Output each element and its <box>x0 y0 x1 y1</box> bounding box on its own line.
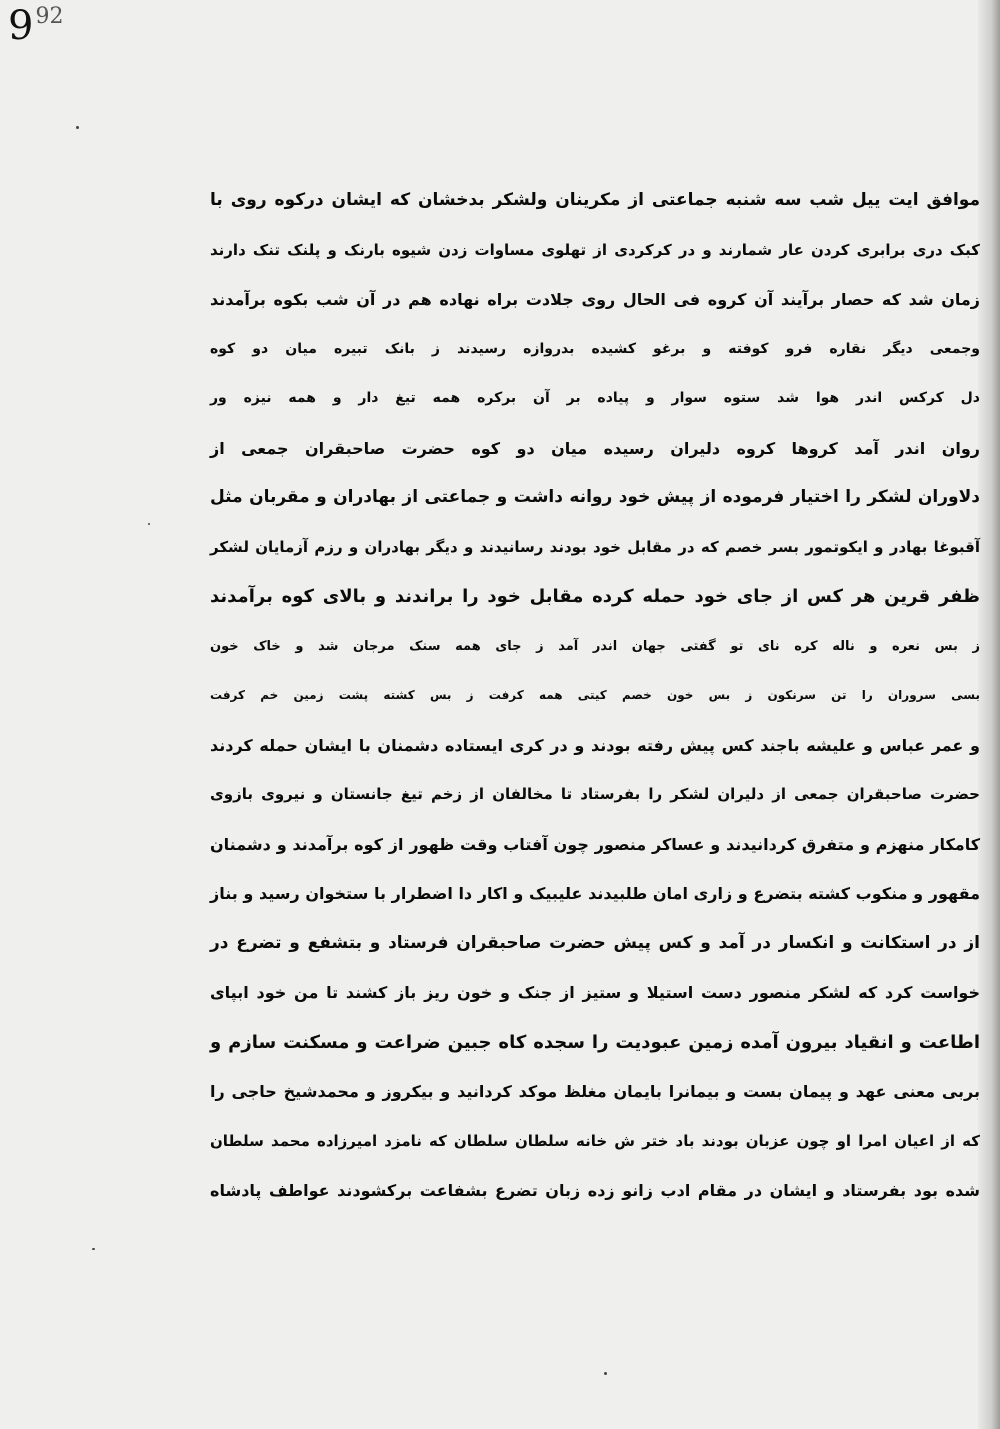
text-line: که از اعیان امرا او چون عزبان بودند باد ختر ش خانه سلطان سلطان که نامزد امیرزاده محمد سلطان <box>210 1131 980 1150</box>
text-line: شده بود بفرستاد و ایشان در مقام ادب زانو زده زبان تضرع بشفاعت برکشودند عواطف پادشاه <box>210 1181 980 1200</box>
text-line: و عمر عباس و علیشه باجند کس پیش رفته بودند و در کری ایستاده دشمنان با ایشان حمله کردند <box>210 735 980 755</box>
text-line: دلاوران لشکر را اختیار فرموده از پیش خود روانه داشت و جماعتی از بهادران و مقربان مثل <box>210 487 980 507</box>
folio-number <box>8 3 64 49</box>
text-line: بسی سروران را تن سرنکون ز بس خون خصم کیتی همه کرفت ز بس کشته پشت زمین خم کرفت <box>210 688 980 702</box>
text-line: خواست کرد که لشکر منصور دست استیلا و ستیز از جنک و خون ریز باز کشند تا من خود ابپای <box>210 983 980 1002</box>
text-line: ظفر قرین هر کس از جای خود حمله کرده مقابل خود را براندند و بالای کوه برآمدند <box>210 586 980 607</box>
paper-speck <box>604 1372 607 1375</box>
text-line: کبک دری برابری کردن عار شمارند و در کرکردی از تهلوی مساوات زدن شیوه بارنک و پلنک تنک دارند <box>210 240 980 259</box>
folio-number-main: 9 <box>8 3 34 49</box>
text-line: از در استکانت و انکسار در آمد و کس پیش حضرت صاحبقران فرستاد و بتشفع و تضرع در <box>210 932 980 953</box>
text-line: آقبوغا بهادر و ایکوتمور بسر خصم که در مقابل خود بودند رسانیدند و دیگر بهادران و رزم آزمایان لشکر <box>210 537 980 556</box>
manuscript-text-block <box>210 176 980 1216</box>
paper-speck <box>92 1248 95 1250</box>
text-line: دل کرکس اندر هوا شد ستوه سوار و پیاده بر آن برکره همه تیغ دار و همه نیزه ور <box>210 390 980 406</box>
text-line: مقهور و منکوب کشته بتضرع و زاری امان طلبیدند علیبیک و اکار دا اضطرار با ستخوان رسید و بناز <box>210 884 980 903</box>
text-line: اطاعت و انقیاد بیرون آمده زمین عبودیت را سجده کاه جبین ضراعت و مسکنت سازم و <box>210 1031 980 1053</box>
text-line: زمان شد که حصار برآیند آن کروه فی الحال روی جلادت براه نهاده هم در آن شب بکوه برآمدند <box>210 290 980 309</box>
page-edge-shadow <box>978 0 1000 1429</box>
text-line: وجمعی دیگر نقاره فرو کوفته و برغو کشیده بدروازه رسیدند ز بانک تبیره میان دو کوه <box>210 340 980 357</box>
folio-number-faint: 92 <box>35 4 64 29</box>
paper-speck <box>148 523 150 525</box>
text-line: کامکار منهزم و متفرق کردانیدند و عساکر منصور چون آفتاب وقت ظهور از کوه برآمدند و دشمنان <box>210 834 980 854</box>
text-line: روان اندر آمد کروها کروه دلیران رسیده میان دو کوه حضرت صاحبقران جمعی از <box>210 438 980 458</box>
text-line: حضرت صاحبقران جمعی از دلیران لشکر را بفرستاد تا مخالفان از زخم تیغ جانستان و نیروی بازوی <box>210 785 980 803</box>
text-line: ز بس نعره و ناله کره نای تو گفتی جهان اندر آمد ز جای همه سنک مرجان شد و خاک خون <box>210 638 980 654</box>
paper-speck <box>76 126 79 129</box>
text-line: موافق ایت ییل شب سه شنبه جماعتی از مکرینان ولشکر بدخشان که ایشان درکوه روی با <box>210 190 980 210</box>
text-line: بربی معنی عهد و پیمان بست و بیمانرا بایمان مغلظ موکد کردانید و بیکروز و محمدشیخ حاجی را <box>210 1082 980 1101</box>
